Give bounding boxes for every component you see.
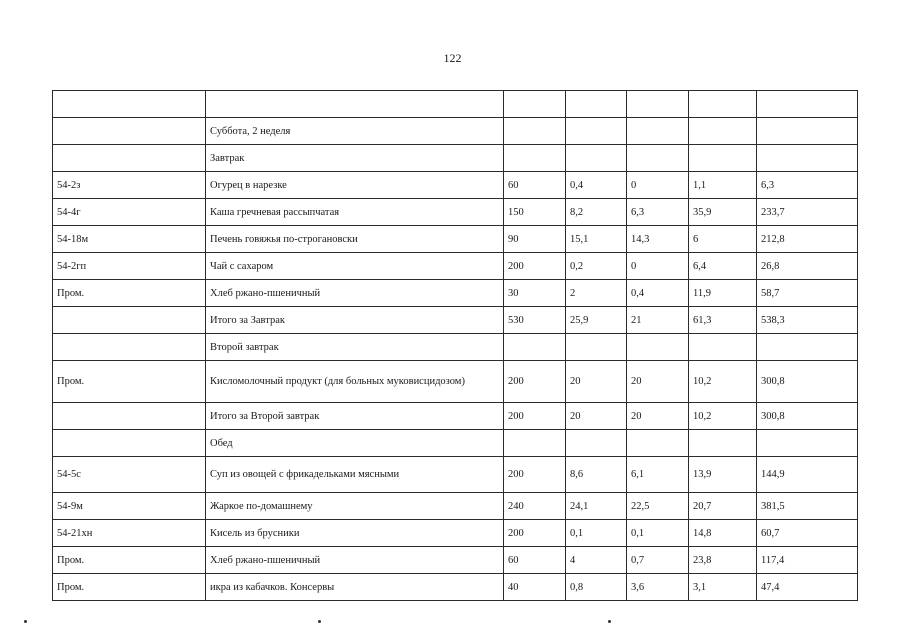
energy-cell: 58,7 [757,280,858,307]
energy-cell: 26,8 [757,253,858,280]
code-cell [53,334,206,361]
fat-cell: 0,4 [627,280,689,307]
scan-speck [318,620,321,623]
protein-cell [566,91,627,118]
dish-name-cell: Жаркое по-домашнему [206,493,504,520]
weight-cell: 60 [504,172,566,199]
code-cell [53,430,206,457]
carbs-cell [689,145,757,172]
table-row [53,403,858,430]
code-cell: 54-2з [53,172,206,199]
energy-cell: 300,8 [757,361,858,403]
fat-cell: 3,6 [627,574,689,601]
energy-cell: 60,7 [757,520,858,547]
carbs-cell: 6 [689,226,757,253]
dish-name-cell: Хлеб ржано-пшеничный [206,280,504,307]
fat-cell [627,118,689,145]
protein-cell: 15,1 [566,226,627,253]
fat-cell: 0 [627,253,689,280]
weight-cell: 240 [504,493,566,520]
energy-cell: 144,9 [757,457,858,493]
fat-cell [627,91,689,118]
weight-cell: 40 [504,574,566,601]
fat-cell: 0,7 [627,547,689,574]
carbs-cell: 14,8 [689,520,757,547]
weight-cell [504,145,566,172]
table-row [53,118,858,145]
fat-cell: 22,5 [627,493,689,520]
protein-cell: 8,6 [566,457,627,493]
dish-name-cell: Завтрак [206,145,504,172]
weight-cell: 200 [504,457,566,493]
fat-cell: 20 [627,361,689,403]
protein-cell: 0,4 [566,172,627,199]
carbs-cell: 6,4 [689,253,757,280]
table-row [53,457,858,493]
weight-cell: 30 [504,280,566,307]
table-row [53,199,858,226]
table-row [53,226,858,253]
weight-cell: 200 [504,403,566,430]
fat-cell: 6,3 [627,199,689,226]
table-row [53,253,858,280]
protein-cell [566,430,627,457]
code-cell [53,403,206,430]
energy-cell: 233,7 [757,199,858,226]
code-cell: Пром. [53,574,206,601]
carbs-cell: 20,7 [689,493,757,520]
dish-name-cell: Обед [206,430,504,457]
protein-cell: 0,8 [566,574,627,601]
protein-cell [566,334,627,361]
protein-cell: 8,2 [566,199,627,226]
energy-cell [757,145,858,172]
scan-speck [24,620,27,623]
code-cell: 54-4г [53,199,206,226]
table-row [53,91,858,118]
carbs-cell: 1,1 [689,172,757,199]
dish-name-cell: Чай с сахаром [206,253,504,280]
carbs-cell [689,334,757,361]
energy-cell: 381,5 [757,493,858,520]
energy-cell: 538,3 [757,307,858,334]
code-cell: 54-2гп [53,253,206,280]
carbs-cell: 10,2 [689,403,757,430]
code-cell: 54-5с [53,457,206,493]
energy-cell: 212,8 [757,226,858,253]
weight-cell [504,334,566,361]
scan-speck [608,620,611,623]
energy-cell [757,430,858,457]
protein-cell: 0,1 [566,520,627,547]
fat-cell [627,145,689,172]
carbs-cell [689,91,757,118]
code-cell: 54-9м [53,493,206,520]
protein-cell: 20 [566,361,627,403]
table-row [53,334,858,361]
carbs-cell: 11,9 [689,280,757,307]
dish-name-cell: Хлеб ржано-пшеничный [206,547,504,574]
dish-name-cell: Огурец в нарезке [206,172,504,199]
protein-cell: 2 [566,280,627,307]
table-row [53,307,858,334]
table-row [53,547,858,574]
protein-cell: 24,1 [566,493,627,520]
table-row [53,280,858,307]
energy-cell: 117,4 [757,547,858,574]
fat-cell: 6,1 [627,457,689,493]
fat-cell: 14,3 [627,226,689,253]
protein-cell: 25,9 [566,307,627,334]
dish-name-cell: Каша гречневая рассыпчатая [206,199,504,226]
protein-cell: 20 [566,403,627,430]
energy-cell: 300,8 [757,403,858,430]
protein-cell: 0,2 [566,253,627,280]
dish-name-cell: Второй завтрак [206,334,504,361]
carbs-cell: 13,9 [689,457,757,493]
carbs-cell: 10,2 [689,361,757,403]
fat-cell: 21 [627,307,689,334]
carbs-cell: 35,9 [689,199,757,226]
code-cell [53,307,206,334]
dish-name-cell [206,91,504,118]
fat-cell: 20 [627,403,689,430]
protein-cell [566,118,627,145]
fat-cell [627,430,689,457]
weight-cell [504,118,566,145]
protein-cell [566,145,627,172]
code-cell: Пром. [53,547,206,574]
code-cell: Пром. [53,361,206,403]
weight-cell: 150 [504,199,566,226]
table-row [53,574,858,601]
weight-cell [504,430,566,457]
code-cell: 54-21хн [53,520,206,547]
weight-cell: 90 [504,226,566,253]
weight-cell: 530 [504,307,566,334]
energy-cell [757,118,858,145]
page-number: 122 [443,51,462,65]
dish-name-cell: Суббота, 2 неделя [206,118,504,145]
energy-cell: 6,3 [757,172,858,199]
energy-cell: 47,4 [757,574,858,601]
weight-cell [504,91,566,118]
table-row [53,145,858,172]
weight-cell: 200 [504,253,566,280]
carbs-cell [689,430,757,457]
fat-cell: 0 [627,172,689,199]
energy-cell [757,91,858,118]
weight-cell: 200 [504,520,566,547]
dish-name-cell: Кисломолочный продукт (для больных муковисцидозом) [206,361,504,403]
dish-name-cell: Печень говяжья по-строгановски [206,226,504,253]
dish-name-cell: икра из кабачков. Консервы [206,574,504,601]
table-row [53,361,858,403]
code-cell: 54-18м [53,226,206,253]
carbs-cell: 3,1 [689,574,757,601]
dish-name-cell: Итого за Второй завтрак [206,403,504,430]
carbs-cell: 23,8 [689,547,757,574]
weight-cell: 200 [504,361,566,403]
table-row [53,430,858,457]
protein-cell: 4 [566,547,627,574]
fat-cell: 0,1 [627,520,689,547]
carbs-cell [689,118,757,145]
carbs-cell: 61,3 [689,307,757,334]
dish-name-cell: Кисель из брусники [206,520,504,547]
code-cell: Пром. [53,280,206,307]
table-row [53,493,858,520]
code-cell [53,145,206,172]
fat-cell [627,334,689,361]
energy-cell [757,334,858,361]
weight-cell: 60 [504,547,566,574]
dish-name-cell: Итого за Завтрак [206,307,504,334]
table-row [53,172,858,199]
dish-name-cell: Суп из овощей с фрикадельками мясными [206,457,504,493]
menu-table [52,90,858,601]
code-cell [53,118,206,145]
code-cell [53,91,206,118]
table-row [53,520,858,547]
